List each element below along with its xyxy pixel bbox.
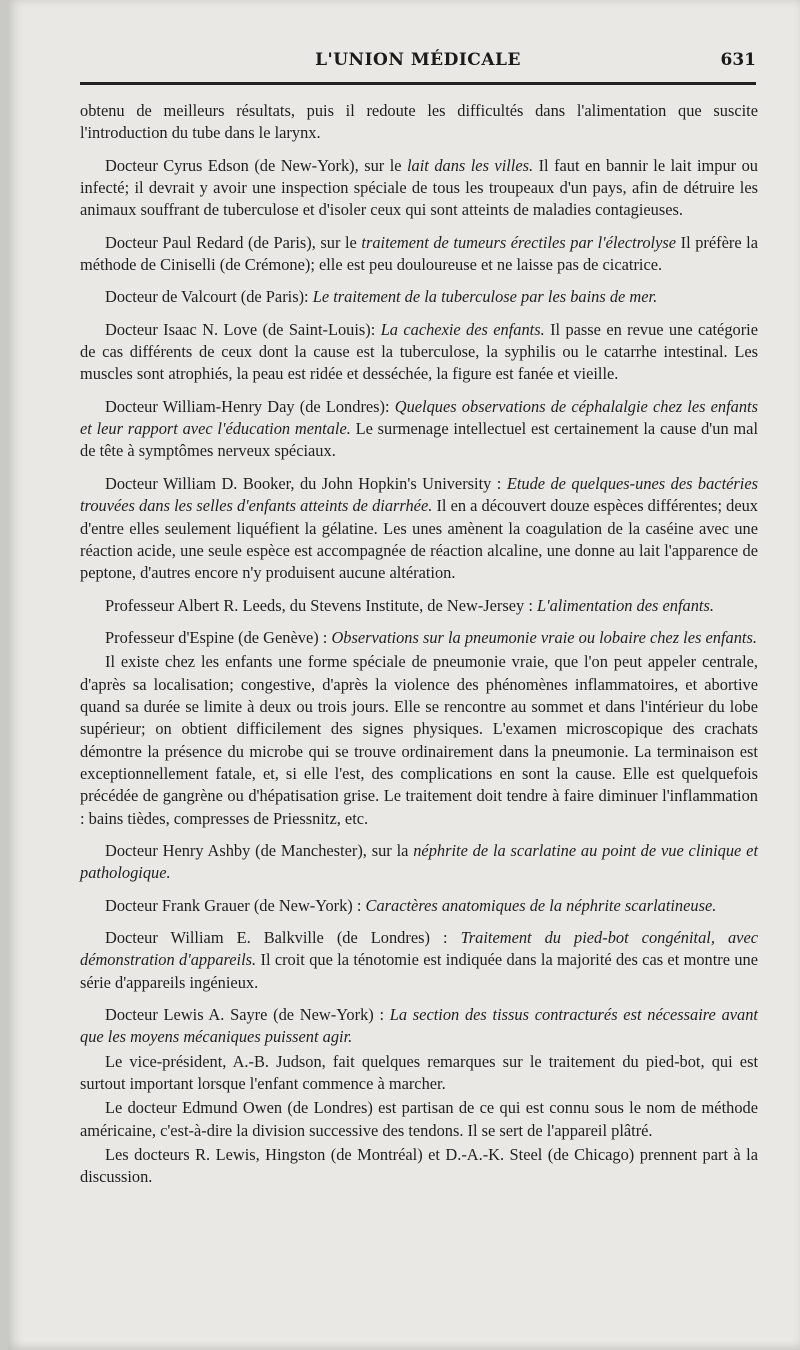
- paragraph-text: Les docteurs R. Lewis, Hingston (de Montréal) et D.-A.-K. Steel (de Chicago) prennent part à la discussion.: [80, 1145, 758, 1187]
- paragraph: [80, 319, 758, 386]
- paragraph: [80, 396, 758, 463]
- paragraph-text: Docteur William D. Booker, du John Hopkin's University :: [105, 473, 507, 493]
- paragraph-text: Professeur Albert R. Leeds, du Stevens Institute, de New-Jersey :: [105, 595, 537, 615]
- paragraph-text: Docteur Henry Ashby (de Manchester), sur la: [105, 840, 414, 860]
- italic-title-text: traitement de tumeurs érectiles par l'électrolyse: [361, 232, 677, 252]
- paragraph-text: Docteur Frank Grauer (de New-York) :: [105, 895, 366, 915]
- italic-title-text: Le traitement de la tuberculose par les bains de mer.: [312, 287, 658, 307]
- paragraph: [80, 100, 758, 145]
- paragraph-text: Il préfère la méthode de Ciniselli (de Crémone); elle est peu douloureuse et ne laisse pas de cicatrice.: [80, 232, 759, 275]
- paragraph: [80, 473, 758, 585]
- paragraph: [80, 627, 758, 649]
- italic-title-text: Observations sur la pneumonie vraie ou lobaire chez les enfants.: [331, 627, 757, 647]
- paragraph: [80, 1004, 758, 1049]
- paragraph-text: Le vice-président, A.-B. Judson, fait quelques remarques sur le traitement du pied-bot, qui est surtout important lorsque l'enfant commence à marcher.: [80, 1051, 758, 1094]
- paragraph-text: Docteur Cyrus Edson (de New-York), sur le: [105, 155, 407, 175]
- paragraph: [80, 286, 758, 308]
- italic-title-text: Traitement du pied-bot congénital, avec démonstration d'appareils.: [80, 928, 758, 970]
- paragraph-text: Il en a découvert douze espèces différentes; deux d'entre elles seulement liquéfient la gélatine. Les unes amènent la coagulation de la caséine avec une réaction acide, une seule espèce est accompagnée de réaction alcaline, une donne au lait l'apparence de peptone, d'autres encore n'y produisent aucune altération.: [80, 496, 758, 583]
- paragraph: [80, 895, 758, 917]
- paragraph-text: Le surmenage intellectuel est certainement la cause d'un mal de tête à symptômes nerveux spéciaux.: [80, 419, 758, 461]
- running-title: L'UNION MÉDICALE: [315, 50, 521, 70]
- paragraph-text: Il faut en bannir le lait impur ou infecté; il devrait y avoir une inspection spéciale de tous les troupeaux d'un pays, afin de détruire les animaux souffrant de tuberculose et d'isoler ceux qui sont atteints de maladies contagieuses.: [80, 155, 759, 220]
- paragraph-text: obtenu de meilleurs résultats, puis il redoute les difficultés dans l'alimentation que suscite l'introduction du tube dans le larynx.: [80, 101, 758, 143]
- paragraph-text: Docteur Isaac N. Love (de Saint-Louis):: [105, 319, 381, 339]
- paragraph-text: Il passe en revue une catégorie de cas différents de ceux dont la cause est la tuberculose, la syphilis ou le catarrhe intestinal. Les muscles sont atrophiés, la peau est ridée et desséchée, la figure est fanée et vieille.: [80, 319, 759, 384]
- paragraph-text: Professeur d'Espine (de Genève) :: [105, 627, 332, 647]
- paragraph-text: Le docteur Edmund Owen (de Londres) est partisan de ce qui est connu sous le nom de méthode américaine, c'est-à-dire la division successive des tendons. Il se sert de l'appareil plâtré.: [80, 1098, 758, 1140]
- paragraph: [80, 232, 758, 277]
- paragraph-text: Docteur William-Henry Day (de Londres):: [105, 396, 395, 416]
- paragraph-text: Il existe chez les enfants une forme spéciale de pneumonie vraie, que l'on peut appeler centrale, d'après sa localisation; congestive, d'après la violence des phénomènes inflammatoires, et abortive quand sa durée se limite à deux ou trois jours. Elle se rencontre au sommet et dans l'intérieur du lobe supérieur; on obtient difficilement des signes physiques. L'examen microscopique des crachats démontre la présence du microbe qui se trouve ordinairement dans la pneumonie. La terminaison est exceptionnellement fatale, et, si elle l'est, des complications en sont la cause. Elle est quelquefois précédée de gangrène ou d'hépatisation grise. Le traitement doit tendre à faire diminuer l'inflammation : bains tièdes, compresses de Priessnitz, etc.: [80, 652, 758, 828]
- paragraph: [80, 1051, 758, 1096]
- paragraph-text: Docteur William E. Balkville (de Londres) :: [105, 928, 461, 947]
- article-body: [80, 100, 758, 1191]
- italic-title-text: néphrite de la scarlatine au point de vue clinique et pathologique.: [80, 840, 758, 883]
- paragraph-text: Docteur Lewis A. Sayre (de New-York) :: [105, 1005, 390, 1025]
- italic-title-text: La section des tissus contracturés est nécessaire avant que les moyens mécaniques puissent agir.: [80, 1005, 758, 1047]
- paragraph: [80, 155, 758, 222]
- italic-title-text: Quelques observations de céphalalgie chez les enfants et leur rapport avec l'éducation mentale.: [80, 396, 758, 439]
- paragraph: [80, 595, 758, 617]
- paragraph: [80, 927, 758, 994]
- paragraph-text: Docteur Paul Redard (de Paris), sur le: [105, 232, 362, 252]
- italic-title-text: lait dans les villes.: [407, 155, 534, 175]
- italic-title-text: Etude de quelques-unes des bactéries trouvées dans les selles d'enfants atteints de diarrhée.: [80, 473, 758, 516]
- italic-title-text: L'alimentation des enfants.: [536, 595, 714, 615]
- paragraph: [80, 1097, 758, 1142]
- header-rule: [80, 82, 756, 85]
- italic-title-text: Caractères anatomiques de la néphrite scarlatineuse.: [365, 895, 717, 915]
- page: [8, 0, 800, 1350]
- paragraph: [80, 840, 758, 885]
- italic-title-text: La cachexie des enfants.: [380, 319, 545, 339]
- paragraph: [80, 1144, 758, 1189]
- paragraph-text: Il croit que la ténotomie est indiquée dans la majorité des cas et montre une série d'appareils ingénieux.: [80, 950, 758, 992]
- page-number: 631: [720, 50, 756, 70]
- page-header: [80, 48, 756, 88]
- paragraph: [80, 651, 758, 830]
- paragraph-text: Docteur de Valcourt (de Paris):: [105, 287, 313, 307]
